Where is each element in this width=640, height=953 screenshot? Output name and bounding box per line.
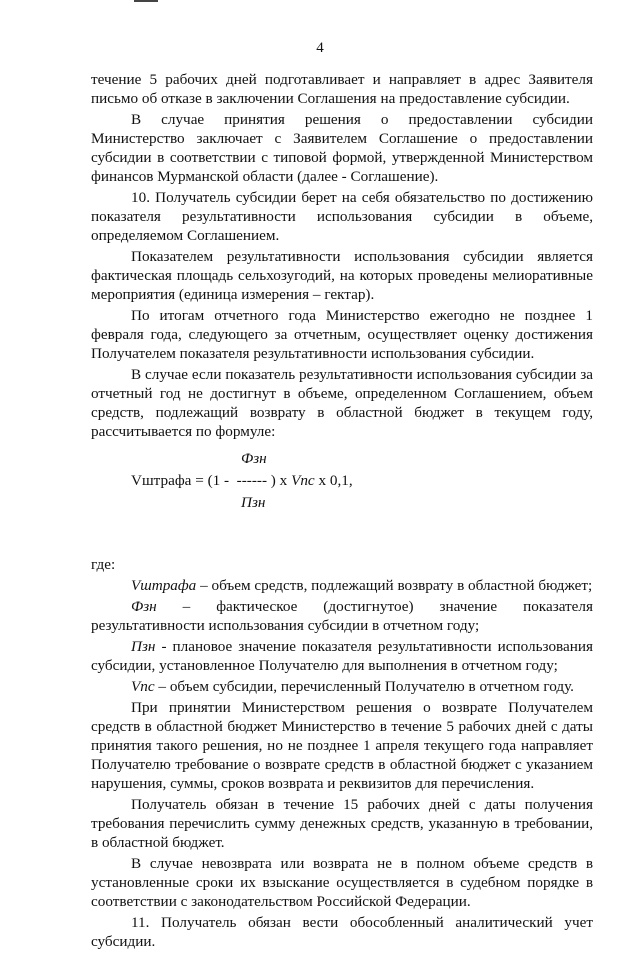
definition-vpc xyxy=(91,677,593,696)
paragraph-court-recovery: В случае невозврата или возврата не в полном объеме средств в установленные сроки их взыскание осуществляется в судебном порядке в соответствии с законодательством Российской Федерации. xyxy=(91,855,593,910)
paragraph-return-deadline: Получатель обязан в течение 15 рабочих дней с даты получения требования перечислить сумму денежных средств, указанную в требовании, в областной бюджет. xyxy=(91,796,593,851)
definition-vshtrafa xyxy=(91,576,593,595)
paragraph-agreement: В случае принятия решения о предоставлении субсидии Министерство заключает с Заявителем Соглашение о предоставлении субсидии в соответствии с типовой формой, утвержденной Министерством финансов Мурманской области (далее - Соглашение). xyxy=(91,111,593,185)
formula-main xyxy=(131,471,353,490)
definition-term: Фзн xyxy=(131,598,157,615)
definition-word: значение xyxy=(439,598,498,615)
definition-term: Пзн xyxy=(131,638,156,655)
formula-numerator: Фзн xyxy=(241,450,267,467)
paragraph-11: 11. Получатель обязан вести обособленный аналитический учет субсидии. xyxy=(91,914,593,950)
definition-word: (достигнутое) xyxy=(323,598,414,615)
formula-denominator: Пзн xyxy=(241,494,266,511)
definition-fzn-line xyxy=(91,597,593,616)
formula-lhs: Vштрафа xyxy=(131,472,192,489)
where-label: где: xyxy=(91,556,116,573)
top-mark xyxy=(134,0,158,2)
paragraph-assessment: По итогам отчетного года Министерство ежегодно не позднее 1 февраля года, следующего за отчетным, осуществляет оценку достижения Получателем показателя результативности использования субсидии. xyxy=(91,307,593,362)
document-body xyxy=(91,70,593,953)
definition-text: – объем субсидии, перечисленный Получателю в отчетном году. xyxy=(154,678,574,695)
definition-term: Vпс xyxy=(131,678,155,695)
paragraph-10: 10. Получатель субсидии берет на себя обязательство по достижению показателя результативности использования субсидии в объеме, определяемом Соглашением. xyxy=(91,189,593,244)
definition-text: – объем средств, подлежащий возврату в областной бюджет; xyxy=(196,577,593,594)
definition-pzn xyxy=(91,637,593,675)
formula xyxy=(91,449,593,525)
formula-expr-after: х 0,1, xyxy=(314,472,353,489)
definition-fzn-cont: результативности использования субсидии в отчетном году; xyxy=(91,617,480,634)
paragraph-refusal: течение 5 рабочих дней подготавливает и направляет в адрес Заявителя письмо об отказе в заключении Соглашения на предоставление субсидии. xyxy=(91,71,593,107)
page-number: 4 xyxy=(316,40,324,56)
definition-word: фактическое xyxy=(216,598,298,615)
paragraph-return-decision: При принятии Министерством решения о возврате Получателем средств в областной бюджет Министерство в течение 5 рабочих дней с даты принятия такого решения, но не позднее 1 апреля текущего года направляет Получателю требование о возврате средств в областной бюджет с указанием нарушения, суммы, сроков возврата и реквизитов для перечисления. xyxy=(91,699,593,792)
definition-word: – xyxy=(182,598,191,615)
definition-text: - плановое значение показателя результативности использования субсидии, установленное Получателю для выполнения в отчетном году; xyxy=(91,638,593,674)
formula-vpc: Vпс xyxy=(291,472,315,489)
definition-term: Vштрафа xyxy=(131,577,197,594)
paragraph-indicator: Показателем результативности использования субсидии является фактическая площадь сельхозугодий, на которых проведены мелиоративные мероприятия (единица измерения – гектар). xyxy=(91,248,593,303)
definition-word: показателя xyxy=(523,598,593,615)
formula-expr-before: = (1 - ------ ) х xyxy=(191,472,292,489)
paragraph-formula-intro: В случае если показатель результативности использования субсидии за отчетный год не достигнут в объеме, определенном Соглашением, объем средств, подлежащий возврату в областной бюджет в текущем году, рассчитывается по формуле: xyxy=(91,366,593,440)
